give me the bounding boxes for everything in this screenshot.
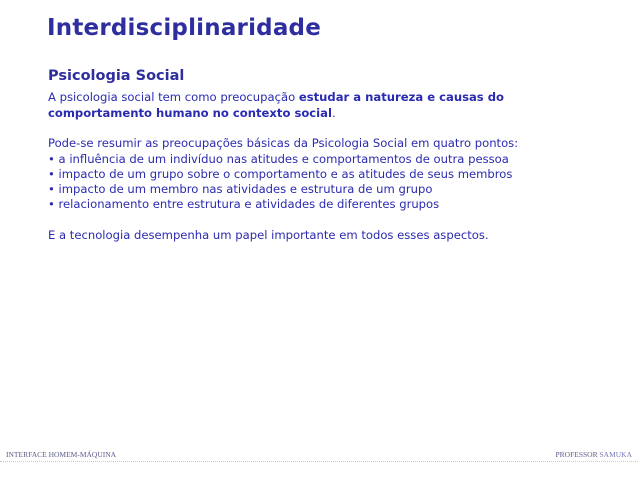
section-subtitle: Psicologia Social bbox=[48, 68, 185, 84]
closing-paragraph: E a tecnologia desempenha um papel importante em todos esses aspectos. bbox=[48, 227, 489, 242]
footer-course: INTERFACE HOMEM-MÁQUINA bbox=[6, 450, 117, 459]
list-item: • a influência de um indivíduo nas atitudes e comportamentos de outra pessoa bbox=[48, 152, 608, 167]
list-item: • relacionamento entre estrutura e atividades de diferentes grupos bbox=[48, 197, 608, 212]
intro-suffix: . bbox=[331, 105, 336, 120]
slide-content bbox=[48, 68, 608, 243]
list-item: • impacto de um membro nas atividades e estrutura de um grupo bbox=[48, 182, 608, 197]
intro-emphasis: estudar a natureza e causas do comportamento humano no contexto social bbox=[48, 90, 505, 120]
intro-paragraph bbox=[48, 90, 608, 121]
list-item: • impacto de um grupo sobre o comportamento e as atitudes de seus membros bbox=[48, 167, 608, 182]
intro-prefix: A psicologia social tem como preocupação bbox=[48, 90, 299, 104]
footer-author-label: PROFESSOR bbox=[555, 450, 600, 459]
footer-author-name: SAMUKA bbox=[599, 450, 632, 459]
footer-author bbox=[556, 450, 633, 459]
points-list bbox=[48, 152, 608, 213]
lead-paragraph: Pode-se resumir as preocupações básicas da Psicologia Social em quatro pontos: bbox=[48, 136, 519, 150]
slide-title: Interdisciplinaridade bbox=[47, 15, 322, 41]
footer-divider bbox=[0, 461, 638, 463]
